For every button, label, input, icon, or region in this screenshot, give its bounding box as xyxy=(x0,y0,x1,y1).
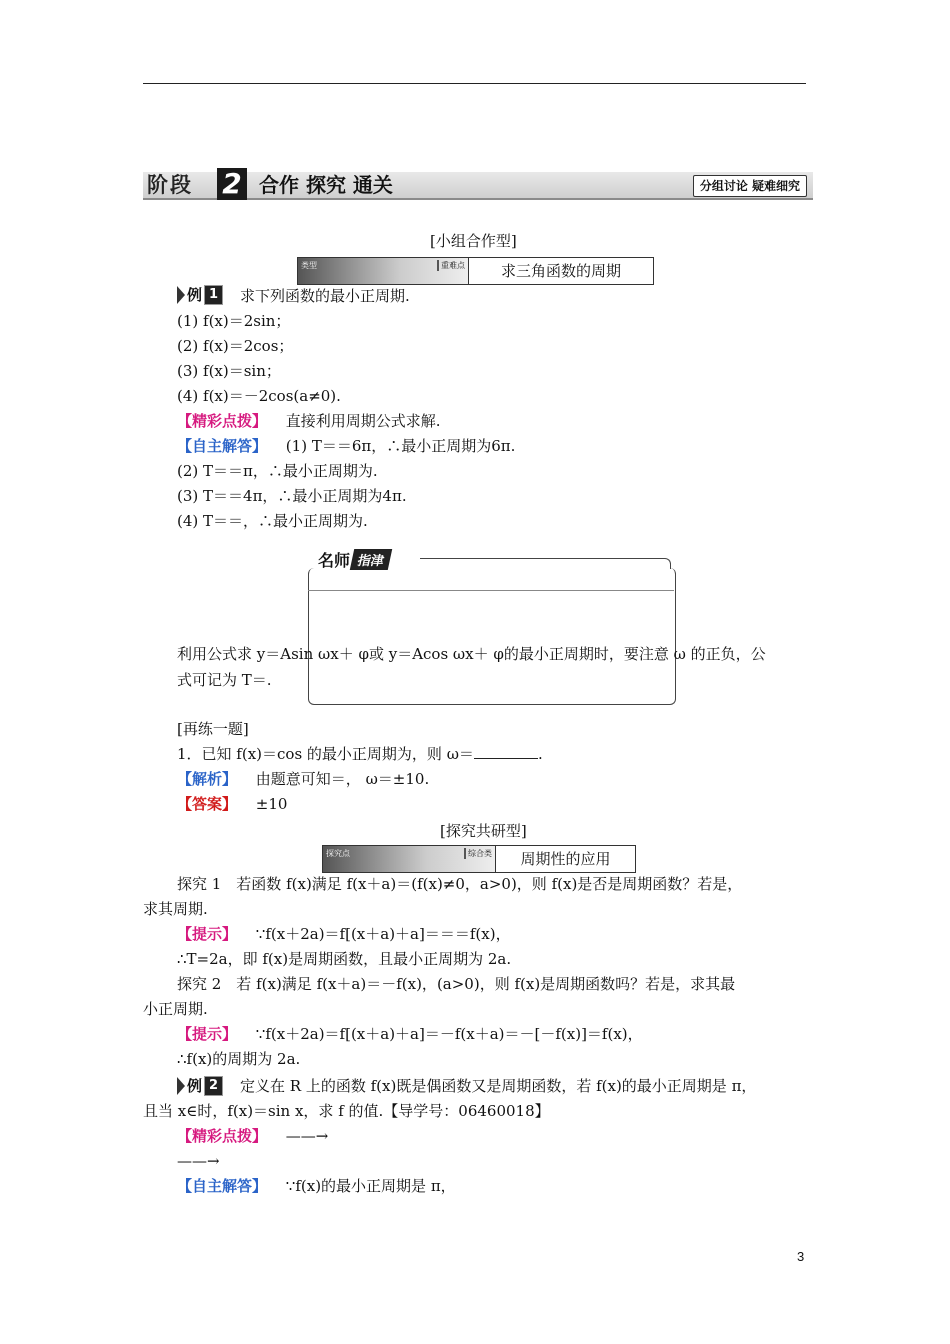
hint-text: ∵f(x＋2a)＝f[(x＋a)＋a]＝＝＝f(x)， xyxy=(255,925,511,943)
practice-label: [再练一题] xyxy=(177,720,249,738)
hint-line xyxy=(177,1126,328,1146)
guide-divider xyxy=(308,590,674,591)
hint-tag: 【精彩点拨】 xyxy=(177,412,268,430)
example-item: (3) f(x)＝sin； xyxy=(177,362,281,380)
section-type-label: [小组合作型] xyxy=(430,232,517,250)
example-item: (2) f(x)＝2cos； xyxy=(177,337,294,355)
topic-box-left-tag: 重难点 xyxy=(437,260,465,271)
answer-line: (4) T＝＝，∴最小正周期为. xyxy=(177,512,368,530)
hint-text: ∵f(x＋2a)＝f[(x＋a)＋a]＝－f(x＋a)＝－[－f(x)]＝f(x)， xyxy=(255,1025,643,1043)
topic-box xyxy=(322,845,636,873)
example-badge-number: 2 xyxy=(204,1076,223,1096)
hint-tag: 【提示】 xyxy=(177,925,238,943)
answer-line: (3) T＝＝4π，∴最小正周期为4π. xyxy=(177,487,407,505)
explore-question: 小正周期. xyxy=(143,1000,208,1018)
answer-line xyxy=(177,436,515,456)
hint-text: ∴T=2a，即 f(x)是周期函数，且最小正周期为 2a. xyxy=(177,950,512,968)
example-badge-number: 1 xyxy=(204,285,223,305)
example-item: (4) f(x)＝－2cos(a≠0). xyxy=(177,387,341,405)
answer-text: (1) T＝＝6π，∴最小正周期为6π. xyxy=(285,437,516,455)
practice-answer-line xyxy=(177,794,287,814)
explore-question: 求其周期. xyxy=(143,900,208,918)
stage-label: 阶段 xyxy=(147,173,193,197)
hint-line xyxy=(177,1024,643,1044)
answer-line xyxy=(177,1176,456,1196)
topic-box-left-label: 探究点 xyxy=(326,849,350,858)
guide-header xyxy=(318,548,396,570)
hint-text: ——→ xyxy=(177,1152,220,1170)
hint-line xyxy=(177,924,511,944)
answer-text: ∵f(x)的最小正周期是 π， xyxy=(285,1177,456,1195)
topic-box-title: 周期性的应用 xyxy=(495,846,635,872)
example-question: 定义在 R 上的函数 f(x)既是偶函数又是周期函数，若 f(x)的最小正周期是 π， xyxy=(240,1077,757,1095)
guide-text: 利用公式求 y＝Asin ωx＋ φ或 y＝Acos ωx＋ φ的最小正周期时，要注意 ω 的正负，公 xyxy=(177,645,766,663)
stage-title: 合作 探究 通关 xyxy=(259,173,393,197)
explore-question: 探究 1 若函数 f(x)满足 f(x＋a)＝(f(x)≠0，a>0)，则 f(x)是否是周期函数？若是， xyxy=(177,875,743,893)
example-badge-word: 例 xyxy=(187,1077,203,1095)
answer-tag: 【自主解答】 xyxy=(177,1177,268,1195)
stage-tag: 分组讨论 疑难细究 xyxy=(693,175,807,197)
answer-line: (2) T＝＝π，∴最小正周期为. xyxy=(177,462,378,480)
answer-blank xyxy=(474,744,538,759)
guide-top-line xyxy=(420,558,671,569)
practice-answer-text: ±10 xyxy=(255,795,288,813)
section-type-label: [探究共研型] xyxy=(440,822,527,840)
stage-banner xyxy=(143,168,813,200)
guide-title: 名师 xyxy=(318,550,351,570)
triangle-icon xyxy=(177,1077,185,1095)
analysis-line xyxy=(177,769,429,789)
topic-box-left xyxy=(298,258,468,284)
hint-line xyxy=(177,411,441,431)
topic-box-title: 求三角函数的周期 xyxy=(468,258,653,284)
header-rule xyxy=(143,83,806,84)
topic-box-left-label: 类型 xyxy=(301,261,317,270)
example-question: 且当 x∈时，f(x)＝sin x，求 f 的值.【导学号：06460018】 xyxy=(143,1102,550,1120)
practice-question xyxy=(177,744,543,764)
example-badge-word: 例 xyxy=(187,286,203,304)
practice-question-end: . xyxy=(537,745,543,763)
hint-tag: 【提示】 xyxy=(177,1025,238,1043)
teacher-guide-box xyxy=(308,548,676,706)
stage-number: 2 xyxy=(217,168,247,200)
guide-text: 式可记为 T＝. xyxy=(177,671,272,689)
topic-box-left xyxy=(323,846,495,872)
practice-answer-tag: 【答案】 xyxy=(177,795,238,813)
guide-title-badge: 指津 xyxy=(350,549,392,570)
explore-question: 探究 2 若 f(x)满足 f(x＋a)＝－f(x)，(a>0)，则 f(x)是周期函数吗？若是，求其最 xyxy=(177,975,736,993)
analysis-tag: 【解析】 xyxy=(177,770,238,788)
answer-tag: 【自主解答】 xyxy=(177,437,268,455)
analysis-text: 由题意可知＝， ω＝±10. xyxy=(255,770,430,788)
example-item: (1) f(x)＝2sin； xyxy=(177,312,291,330)
example-badge xyxy=(177,1076,223,1095)
hint-tag: 【精彩点拨】 xyxy=(177,1127,268,1145)
example-question: 求下列函数的最小正周期. xyxy=(240,287,410,305)
topic-box xyxy=(297,257,654,285)
topic-box-left-tag: 综合类 xyxy=(464,848,492,859)
page-number: 3 xyxy=(797,1249,805,1264)
guide-frame xyxy=(308,568,676,705)
example-badge xyxy=(177,285,223,304)
hint-text: ∴f(x)的周期为 2a. xyxy=(177,1050,301,1068)
hint-text: 直接利用周期公式求解. xyxy=(285,412,441,430)
triangle-icon xyxy=(177,286,185,304)
hint-text: ——→ xyxy=(285,1127,329,1145)
practice-question-text: 1．已知 f(x)＝cos 的最小正周期为，则 ω＝ xyxy=(177,745,474,763)
